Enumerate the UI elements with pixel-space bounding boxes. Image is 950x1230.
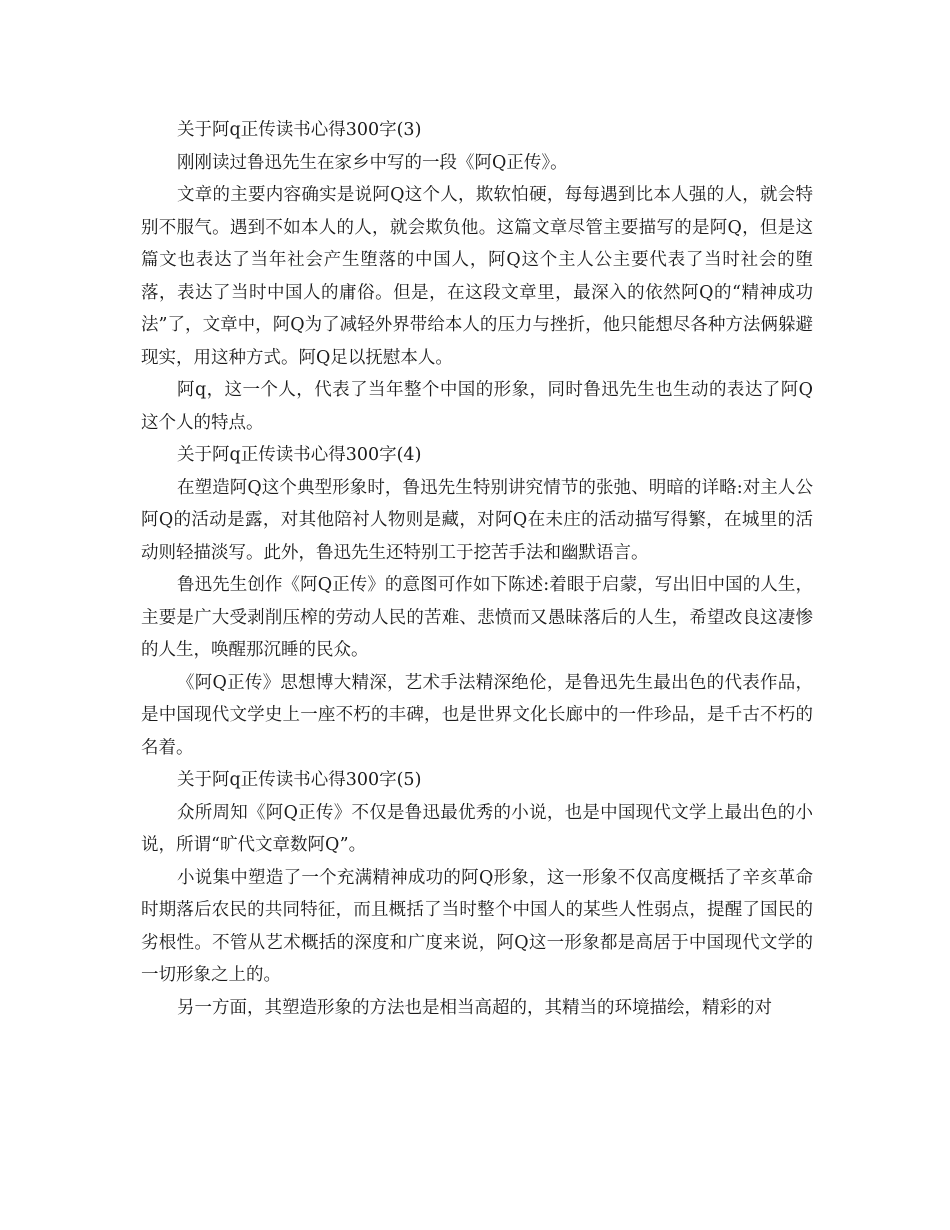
paragraph: 刚刚读过鲁迅先生在家乡中写的一段《阿Q正传》。	[177, 152, 568, 173]
paragraph: 文章的主要内容确实是说阿Q这个人，欺软怕硬，每每遇到比本人强的人，就会特别不服气。遇到不如本人的人，就会欺负他。这篇文章尽管主要描写的是阿Q，但是这篇文也表达了当年社会产生堕落的中国人，阿Q这个主人公主要代表了当时社会的堕落，表达了当时中国人的庸俗。但是，在这段文章里，最深入的依然阿Q的“精神成功法”了，文章中，阿Q为了减轻外界带给本人的压力与挫折，他只能想尽各种方法俩躲避现实，用这种方式。阿Q足以抚慰本人。	[141, 185, 813, 368]
paragraph: 众所周知《阿Q正传》不仅是鲁迅最优秀的小说，也是中国现代文学上最出色的小说，所谓“旷代文章数阿Q”。	[141, 802, 813, 855]
paragraph: 小说集中塑造了一个充满精神成功的阿Q形象，这一形象不仅高度概括了辛亥革命时期落后农民的共同特征，而且概括了当时整个中国人的某些人性弱点，提醒了国民的劣根性。不管从艺术概括的深度和广度来说，阿Q这一形象都是高居于中国现代文学的一切形象之上的。	[141, 867, 813, 985]
section-heading-5: 关于阿q正传读书心得300字(5)	[177, 770, 422, 790]
section-heading-4: 关于阿q正传读书心得300字(4)	[177, 445, 422, 465]
paragraph: 鲁迅先生创作《阿Q正传》的意图可作如下陈述:着眼于启蒙，写出旧中国的人生，主要是广大受剥削压榨的劳动人民的苦难、悲愤而又愚昧落后的人生，希望改良这凄惨的人生，唤醒那沉睡的民众。	[141, 575, 813, 660]
paragraph: 阿q，这一个人，代表了当年整个中国的形象，同时鲁迅先生也生动的表达了阿Q这个人的特点。	[141, 380, 813, 433]
document-page	[141, 114, 813, 1024]
paragraph: 另一方面，其塑造形象的方法也是相当高超的，其精当的环境描绘，精彩的对	[177, 997, 772, 1018]
paragraph: 《阿Q正传》思想博大精深，艺术手法精深绝伦，是鲁迅先生最出色的代表作品，是中国现代文学史上一座不朽的丰碑，也是世界文化长廊中的一件珍品，是千古不朽的名着。	[141, 672, 813, 758]
paragraph: 在塑造阿Q这个典型形象时，鲁迅先生特别讲究情节的张弛、明暗的详略:对主人公阿Q的活动是露，对其他陪衬人物则是藏，对阿Q在未庄的活动描写得繁，在城里的活动则轻描淡写。此外，鲁迅先生还特别工于挖苦手法和幽默语言。	[141, 477, 813, 563]
section-heading-3: 关于阿q正传读书心得300字(3)	[177, 120, 422, 140]
